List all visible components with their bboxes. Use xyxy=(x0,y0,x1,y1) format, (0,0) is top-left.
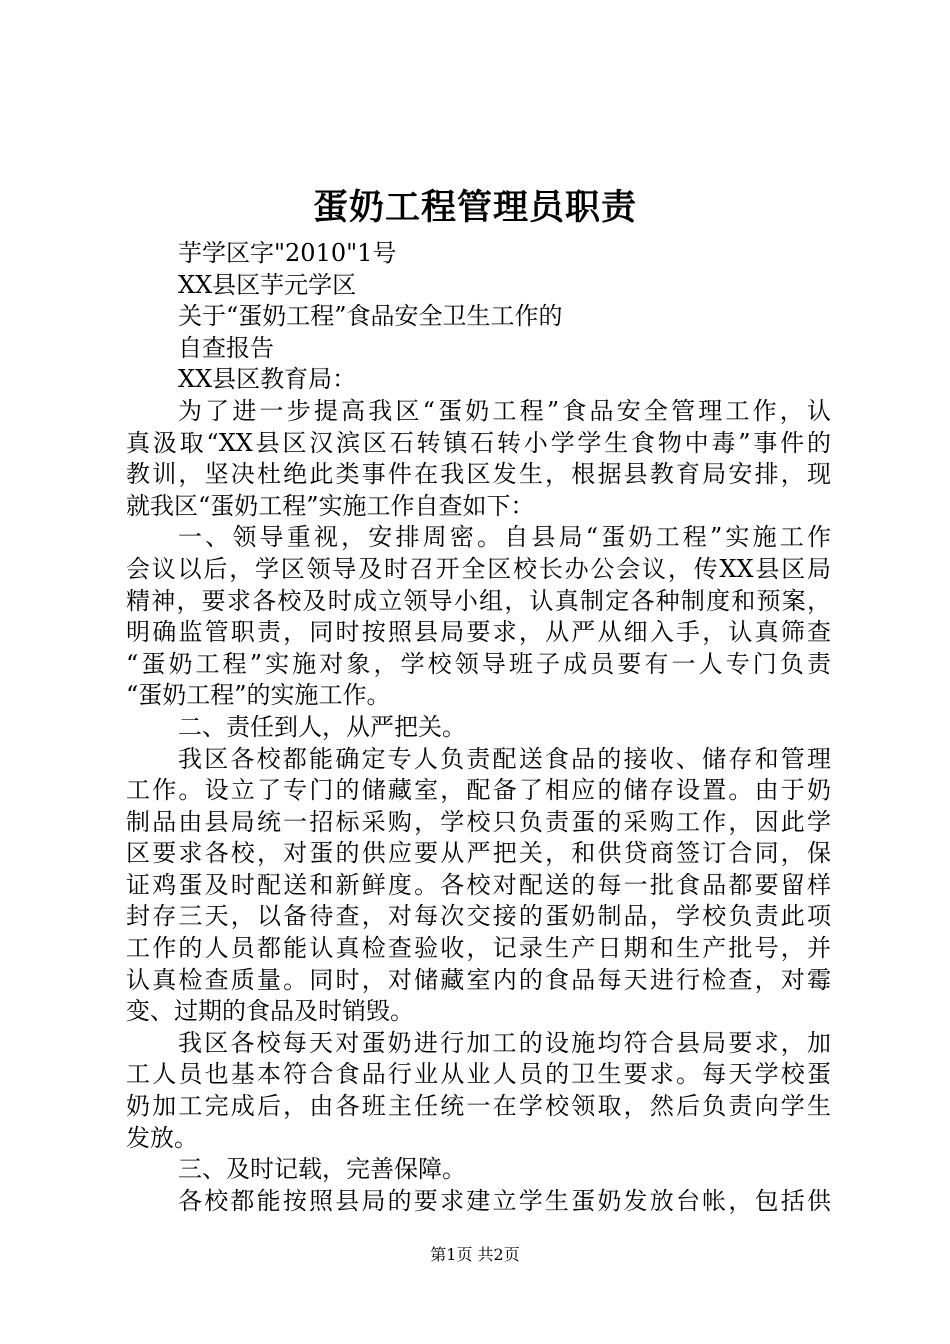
text-line: 认真检查质量。同时，对储藏室内的食品每天进行检查，对霉 xyxy=(126,965,831,994)
text-line: 一、领导重视，安排周密。自县局“蛋奶工程”实施工作 xyxy=(178,523,831,552)
text-line: 二、责任到人，从严把关。 xyxy=(178,712,466,741)
text-line: 工人员也基本符合食品行业从业人员的卫生要求。每天学校蛋 xyxy=(126,1060,831,1089)
text-line: 工作。设立了专门的储藏室，配备了相应的储存设置。由于奶 xyxy=(126,776,831,805)
text-line: 关于“蛋奶工程”食品安全卫生工作的 xyxy=(178,302,563,331)
text-line: 芋学区字"2010"1号 xyxy=(178,239,397,267)
text-line: 为了进一步提高我区“蛋奶工程”食品安全管理工作，认 xyxy=(178,396,831,425)
text-line: 证鸡蛋及时配送和新鲜度。各校对配送的每一批食品都要留样 xyxy=(126,870,831,899)
text-line: 封存三天，以备待查，对每次交接的蛋奶制品，学校负责此项 xyxy=(126,902,831,931)
text-line: 奶加工完成后，由各班主任统一在学校领取，然后负责向学生 xyxy=(126,1092,831,1121)
text-line: 制品由县局统一招标采购，学校只负责蛋的采购工作，因此学 xyxy=(126,807,831,836)
text-line: 各校都能按照县局的要求建立学生蛋奶发放台帐，包括供 xyxy=(178,1186,831,1215)
text-line: 我区各校都能确定专人负责配送食品的接收、储存和管理 xyxy=(178,744,831,773)
text-line: XX县区教育局： xyxy=(178,365,357,394)
text-line: 明确监管职责，同时按照县局要求，从严从细入手，认真筛查 xyxy=(126,618,831,647)
text-line: 工作的人员都能认真检查验收，记录生产日期和生产批号，并 xyxy=(126,934,831,963)
text-line: 会议以后，学区领导及时召开全区校长办公会议，传XX县区局 xyxy=(126,554,831,583)
text-line: 精神，要求各校及时成立领导小组，认真制定各种制度和预案， xyxy=(126,586,831,615)
text-line: 我区各校每天对蛋奶进行加工的设施均符合县局要求，加 xyxy=(178,1028,831,1057)
text-line: “蛋奶工程”实施对象，学校领导班子成员要有一人专门负责 xyxy=(126,649,831,678)
text-line: 就我区“蛋奶工程”实施工作自查如下： xyxy=(126,491,535,520)
text-line: 真汲取“XX县区汉滨区石转镇石转小学学生食物中毒”事件的 xyxy=(126,428,831,457)
text-line: 三、及时记载，完善保障。 xyxy=(178,1155,466,1184)
text-line: 自查报告 xyxy=(178,333,274,362)
text-line: 变、过期的食品及时销毁。 xyxy=(126,997,414,1026)
page-footer: 第1页 共2页 xyxy=(430,1245,520,1264)
text-line: 教训，坚决杜绝此类事件在我区发生，根据县教育局安排，现 xyxy=(126,460,831,489)
text-line: 区要求各校，对蛋的供应要从严把关，和供贷商签订合同，保 xyxy=(126,839,831,868)
text-line: XX县区芋元学区 xyxy=(178,270,357,299)
text-line: 发放。 xyxy=(126,1123,198,1152)
document-body xyxy=(126,238,831,1217)
text-line: “蛋奶工程”的实施工作。 xyxy=(126,681,391,710)
document-title: 蛋奶工程管理员职责 xyxy=(312,187,637,228)
